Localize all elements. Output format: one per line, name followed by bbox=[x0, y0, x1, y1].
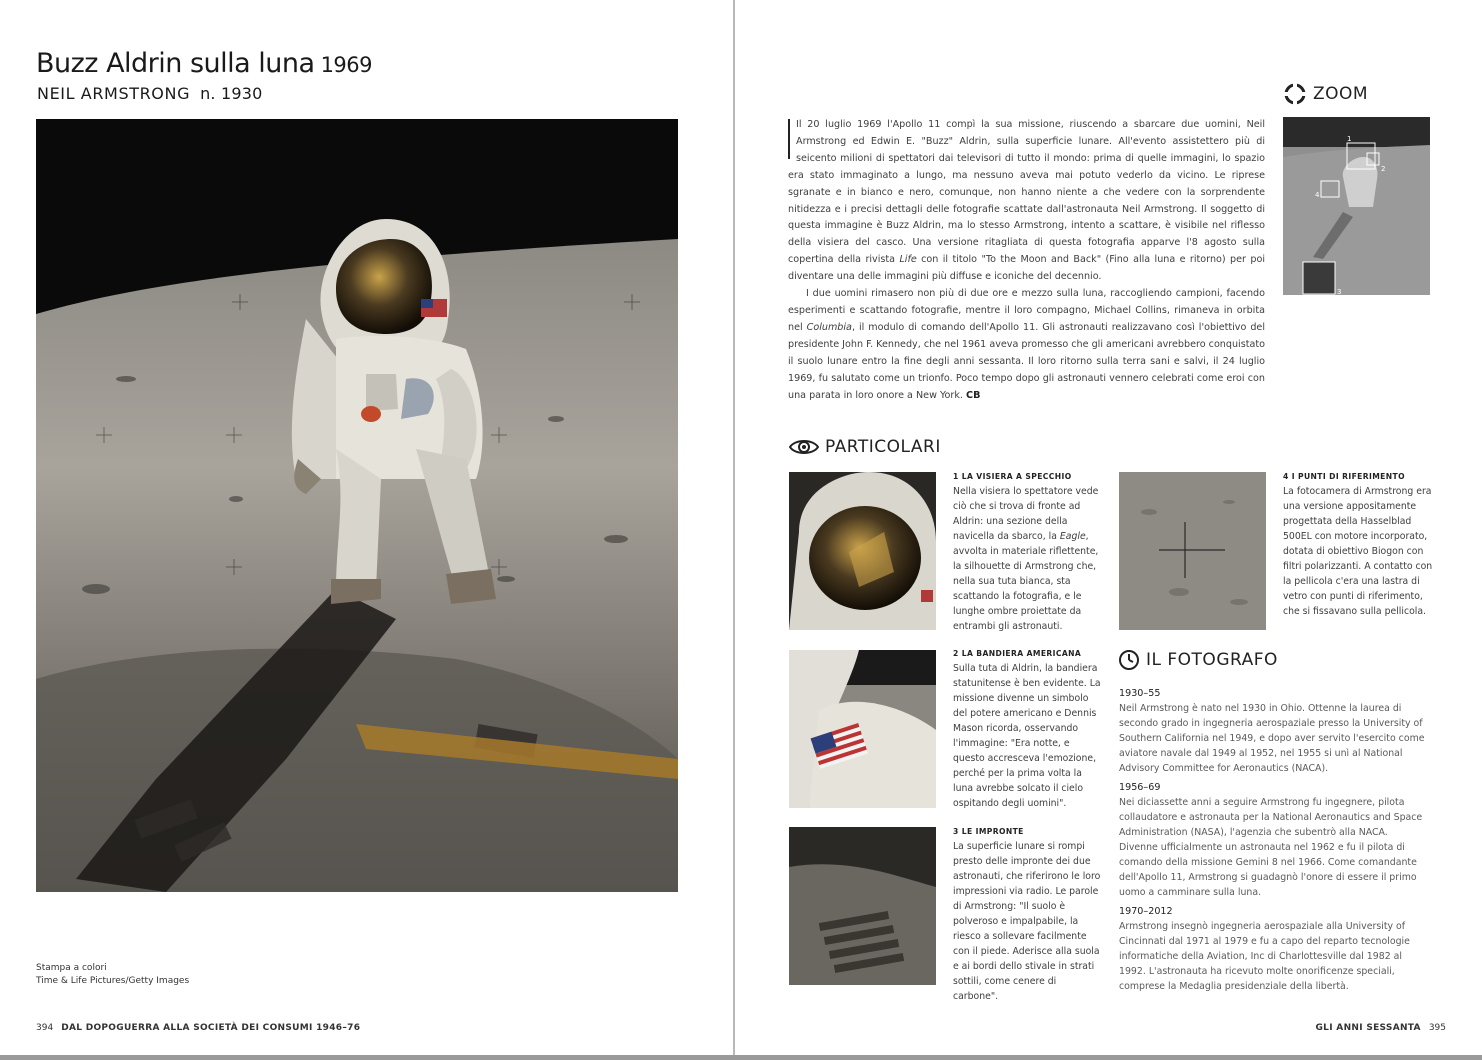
fotografo-heading bbox=[1118, 649, 1278, 671]
timeline-text-1: Neil Armstrong è nato nel 1930 in Ohio. Ottenne la laurea di secondo grado in ingegneria aerospaziale presso la University of Southern California nel 1949, e dopo aver servito l'esercito come aviatore navale dal 1949 al 1952, nel 1955 si unì al National Advisory Committee for Aeronautics (NACA). bbox=[1119, 703, 1425, 774]
particolari-heading bbox=[789, 437, 941, 457]
article-paragraph-1: Il 20 luglio 1969 l'Apollo 11 compì la sua missione, riuscendo a sbarcare due uomini, Neil Armstrong ed Edwin E. "Buzz" Aldrin, sulla superficie lunare. All'evento assistettero più di seicento milioni di spettatori dai televisori di tutto il mondo: prima di quelle immagini, lo spazio era stato immaginato a lungo, ma nessuno aveva mai potuto vederlo da vicino. Le riprese sgranate e in bianco e nero, comunque, non hanno niente a che vedere con la sorprendente nitidezza e i precisi dettagli delle fotografie scattate dall'astronauta Neil Armstrong. Il soggetto di questa immagine è Buzz Aldrin, ma lo stesso Armstrong, intento a scattare, è visibile nel riflesso della visiera del casco. Una versione ritagliata di questa fotografia apparve l'8 agosto sulla copertina della rivista Life con il titolo "To the Moon and Back" (Fino alla luna e ritorno) per poi diventare una delle immagini più diffuse e iconiche del decennio. bbox=[788, 119, 1265, 283]
timeline-text-2: Nei diciassette anni a seguire Armstrong fu ingegnere, pilota collaudatore e astronauta per la National Aeronautics and Space Administration (NASA), l'agenzia che subentrò alla NACA. Divenne ufficialmente un astronauta nel 1962 e fu il pilota di comando della missione Gemini 8 nel 1966. Come comandante dell'Apollo 11, Armstrong si guadagnò l'onore di essere il primo uomo a camminare sulla luna. bbox=[1119, 797, 1423, 898]
page-bottom-edge bbox=[0, 1055, 1482, 1060]
detail-footprints-text: 3 LE IMPRONTE La superficie lunare si rompi presto delle impronte dei due astronauti, che riferirono le loro impressioni via radio. Le parole di Armstrong: "Il suolo è polveroso e impalpabile, la riesco a sollevare facilmente con il piede. Aderisce alla suola e ai bordi dello stivale in strati sottili, come cenere di carbone". bbox=[953, 826, 1103, 1004]
timeline-text-3: Armstrong insegnò ingegneria aerospaziale alla University of Cincinnati dal 1971 al 1979 e fu a capo del reparto tecnologie informatiche della Aviation, Inc di Charlottesville dal 1982 al 1992. L'astronauta ha ricevuto molte onorificenze speciali, comprese la Medaglia presidenziale della libertà. bbox=[1119, 921, 1410, 992]
detail-footprints-heading: 3 LE IMPRONTE bbox=[953, 827, 1024, 836]
zoom-label-3: 3 bbox=[1337, 288, 1342, 295]
timeline-years-3: 1970–2012 bbox=[1119, 906, 1173, 917]
article-paragraph-2: I due uomini rimasero non più di due ore e mezzo sulla luna, raccogliendo campioni, facendo esperimenti e scattando fotografie, mentre il loro compagno, Michael Collins, rimaneva in orbita nel Columbia, il modulo di comando dell'Apollo 11. Gli astronauti realizzavano così l'obiettivo del presidente John F. Kennedy, che nel 1961 aveva promesso che gli americani avrebbero conquistato il suolo lunare entro la fine degli anni sessanta. Il loro ritorno sulla terra sani e salvi, il 24 luglio 1969, fu salutato come un trionfo. Poco tempo dopo gli astronauti vennero celebrati come eroi con una parata in loro onore a New York. CB bbox=[788, 288, 1265, 401]
zoom-icon bbox=[1283, 82, 1307, 106]
detail-flag-heading: 2 LA BANDIERA AMERICANA bbox=[953, 649, 1082, 658]
photo-title bbox=[36, 48, 372, 79]
clock-icon bbox=[1118, 649, 1140, 671]
zoom-heading-label: ZOOM bbox=[1313, 84, 1369, 104]
detail-reference-points-image bbox=[1119, 472, 1266, 630]
detail-reference-points-heading: 4 I PUNTI DI RIFERIMENTO bbox=[1283, 472, 1405, 481]
fotografo-heading-label: IL FOTOGRAFO bbox=[1146, 650, 1278, 670]
title-year: 1969 bbox=[320, 53, 373, 77]
zoom-label-1: 1 bbox=[1347, 135, 1352, 143]
zoom-overview-image bbox=[1283, 117, 1430, 295]
zoom-heading bbox=[1283, 82, 1368, 106]
photographer-timeline bbox=[1119, 686, 1427, 994]
left-page bbox=[0, 0, 733, 1056]
timeline-years-2: 1956–69 bbox=[1119, 782, 1161, 793]
right-page bbox=[735, 0, 1482, 1056]
main-photo-astronaut bbox=[36, 119, 678, 892]
detail-visor-heading: 1 LA VISIERA A SPECCHIO bbox=[953, 472, 1072, 481]
page-number-left: 394 bbox=[36, 1023, 54, 1033]
photo-credit bbox=[36, 962, 189, 988]
section-title-right: GLI ANNI SESSANTA bbox=[1315, 1023, 1421, 1033]
author-initials: CB bbox=[966, 389, 981, 401]
photographer-name: NEIL ARMSTRONG bbox=[37, 84, 191, 103]
detail-footprints-image bbox=[789, 827, 936, 985]
zoom-label-2: 2 bbox=[1381, 165, 1386, 173]
detail-flag-text: 2 LA BANDIERA AMERICANA Sulla tuta di Aldrin, la bandiera statunitense è ben evidente. La missione divenne un simbolo del potere americano e Dennis Mason ricorda, osservando l'immagine: "Era notte, e questo accresceva l'emozione, perché per la prima volta la luna avrebbe solcato il cielo ospitando degli uomini". bbox=[953, 648, 1103, 811]
footer-right bbox=[1316, 1023, 1447, 1033]
section-title-left: DAL DOPOGUERRA ALLA SOCIETÀ DEI CONSUMI 1946–76 bbox=[61, 1023, 361, 1033]
footer-left bbox=[36, 1023, 360, 1033]
detail-visor-text: 1 LA VISIERA A SPECCHIO Nella visiera lo spettatore vede ciò che si trova di fronte ad Aldrin: una sezione della navicella da sbarco, la Eagle, avvolta in materiale riflettente, la silhouette di Armstrong che, nella sua tuta bianca, sta scattando la fotografia, e le lunghe ombre proiettate da entrambi gli astronauti. bbox=[953, 471, 1103, 634]
main-article-text bbox=[788, 117, 1265, 404]
particolari-heading-label: PARTICOLARI bbox=[825, 437, 941, 457]
credit-source: Time & Life Pictures/Getty Images bbox=[36, 976, 190, 986]
drop-bar bbox=[788, 119, 790, 159]
detail-flag-image bbox=[789, 650, 936, 808]
page-number-right: 395 bbox=[1428, 1023, 1446, 1033]
timeline-years-1: 1930–55 bbox=[1119, 688, 1161, 699]
detail-reference-points-text: 4 I PUNTI DI RIFERIMENTO La fotocamera di Armstrong era una versione appositamente progettata della Hasselblad 500EL con motore incorporato, dotata di obiettivo Biogon con filtri polarizzanti. A contatto con la pellicola c'era una lastra di vetro con punti di riferimento, che si fissavano sulla pellicola. bbox=[1283, 472, 1433, 617]
detail-visor-image bbox=[789, 472, 936, 630]
eye-icon bbox=[789, 438, 819, 456]
photographer-born: n. 1930 bbox=[200, 84, 263, 103]
photographer-line bbox=[37, 84, 263, 103]
title-text: Buzz Aldrin sulla luna bbox=[36, 48, 315, 79]
zoom-label-4: 4 bbox=[1315, 191, 1320, 199]
credit-medium: Stampa a colori bbox=[36, 963, 107, 973]
